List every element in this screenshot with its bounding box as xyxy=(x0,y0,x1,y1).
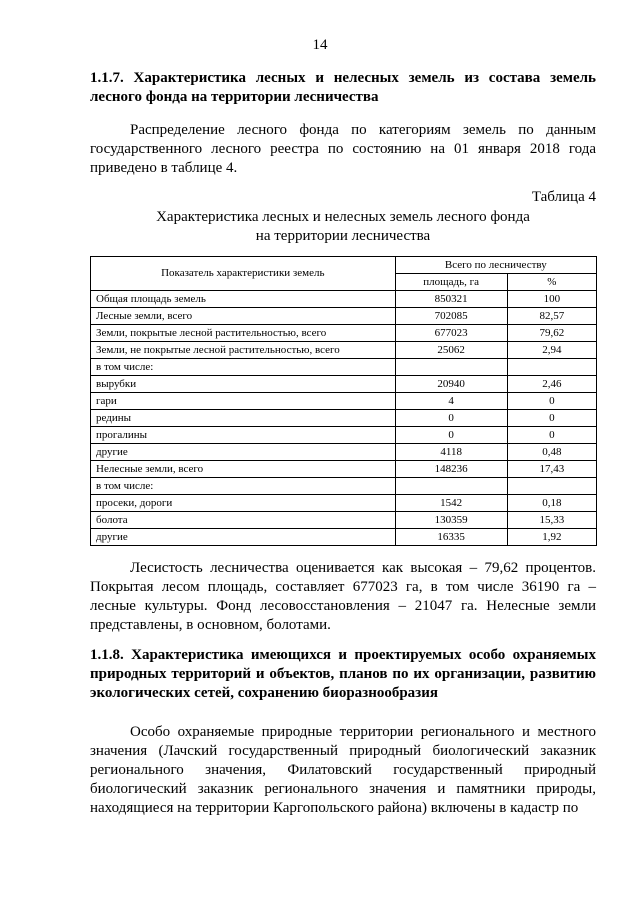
row-area: 0 xyxy=(395,410,507,427)
row-percent: 0,18 xyxy=(507,495,596,512)
row-percent: 100 xyxy=(507,291,596,308)
row-percent: 79,62 xyxy=(507,325,596,342)
table-caption-line-1: Характеристика лесных и нелесных земель лесного фонда xyxy=(156,209,530,225)
table-row xyxy=(91,444,597,461)
paragraph-protected-areas: Особо охраняемые природные территории регионального и местного значения (Лачский государственный природный биологический заказник регионального значения, Филатовский государственный природный биологический заказник регионального значения и памятники природы, находящиеся на территории Каргопольского района) включены в кадастр по xyxy=(90,724,596,816)
row-percent: 15,33 xyxy=(507,512,596,529)
row-label: вырубки xyxy=(91,376,396,393)
table-row xyxy=(91,478,597,495)
table-row xyxy=(91,529,597,546)
row-label: в том числе: xyxy=(91,359,396,376)
page-number: 14 xyxy=(312,37,328,53)
header-area: площадь, га xyxy=(395,274,507,291)
row-area: 25062 xyxy=(395,342,507,359)
row-area: 1542 xyxy=(395,495,507,512)
row-label: Земли, не покрытые лесной растительностью, всего xyxy=(91,342,396,359)
header-percent: % xyxy=(507,274,596,291)
table-row xyxy=(91,512,597,529)
row-percent: 17,43 xyxy=(507,461,596,478)
row-percent: 0,48 xyxy=(507,444,596,461)
paragraph-forest-cover: Лесистость лесничества оценивается как высокая – 79,62 процентов. Покрытая лесом площадь, составляет 677023 га, в том числе 36190 га – лесные культуры. Фонд лесовосстановления – 21047 га. Нелесные земли представлены, в основном, болотами. xyxy=(90,560,596,633)
row-area: 148236 xyxy=(395,461,507,478)
table-caption-line-2: на территории лесничества xyxy=(255,228,431,244)
row-percent xyxy=(507,359,596,376)
row-area: 130359 xyxy=(395,512,507,529)
row-label: другие xyxy=(91,444,396,461)
paragraph-distribution: Распределение лесного фонда по категориям земель по данным государственного лесного реестра по состоянию на 01 января 2018 года приведено в таблице 4. xyxy=(90,122,596,176)
row-area: 702085 xyxy=(395,308,507,325)
row-label: Нелесные земли, всего xyxy=(91,461,396,478)
row-percent: 0 xyxy=(507,393,596,410)
row-percent: 1,92 xyxy=(507,529,596,546)
row-area: 20940 xyxy=(395,376,507,393)
row-percent: 0 xyxy=(507,410,596,427)
table-row xyxy=(91,393,597,410)
table-row xyxy=(91,342,597,359)
row-label: редины xyxy=(91,410,396,427)
header-total-group: Всего по лесничеству xyxy=(395,257,596,274)
row-area: 4118 xyxy=(395,444,507,461)
row-percent: 0 xyxy=(507,427,596,444)
row-label: прогалины xyxy=(91,427,396,444)
row-label: просеки, дороги xyxy=(91,495,396,512)
table-row xyxy=(91,495,597,512)
table-row xyxy=(91,376,597,393)
row-label: болота xyxy=(91,512,396,529)
row-area xyxy=(395,478,507,495)
table-row xyxy=(91,427,597,444)
row-label: гари xyxy=(91,393,396,410)
row-percent xyxy=(507,478,596,495)
row-area: 677023 xyxy=(395,325,507,342)
header-indicator: Показатель характеристики земель xyxy=(91,257,396,291)
row-label: Земли, покрытые лесной растительностью, всего xyxy=(91,325,396,342)
table-row xyxy=(91,291,597,308)
table-row xyxy=(91,359,597,376)
row-percent: 82,57 xyxy=(507,308,596,325)
row-label: другие xyxy=(91,529,396,546)
table-row xyxy=(91,325,597,342)
row-percent: 2,46 xyxy=(507,376,596,393)
section-heading-1-1-7: 1.1.7. Характеристика лесных и нелесных земель из состава земель лесного фонда на территории лесничества xyxy=(90,70,596,105)
row-area: 4 xyxy=(395,393,507,410)
row-area: 16335 xyxy=(395,529,507,546)
row-area: 0 xyxy=(395,427,507,444)
table-caption xyxy=(90,208,596,246)
table-row xyxy=(91,410,597,427)
section-heading-1-1-8: 1.1.8. Характеристика имеющихся и проектируемых особо охраняемых природных территорий и объектов, планов по их организации, развитию экологических сетей, сохранению биоразнообразия xyxy=(90,647,596,701)
table-row xyxy=(91,308,597,325)
row-label: Лесные земли, всего xyxy=(91,308,396,325)
land-characteristics-table xyxy=(90,256,597,546)
table-label: Таблица 4 xyxy=(531,189,596,205)
row-label: Общая площадь земель xyxy=(91,291,396,308)
table-row xyxy=(91,461,597,478)
row-percent: 2,94 xyxy=(507,342,596,359)
row-area: 850321 xyxy=(395,291,507,308)
row-label: в том числе: xyxy=(91,478,396,495)
row-area xyxy=(395,359,507,376)
